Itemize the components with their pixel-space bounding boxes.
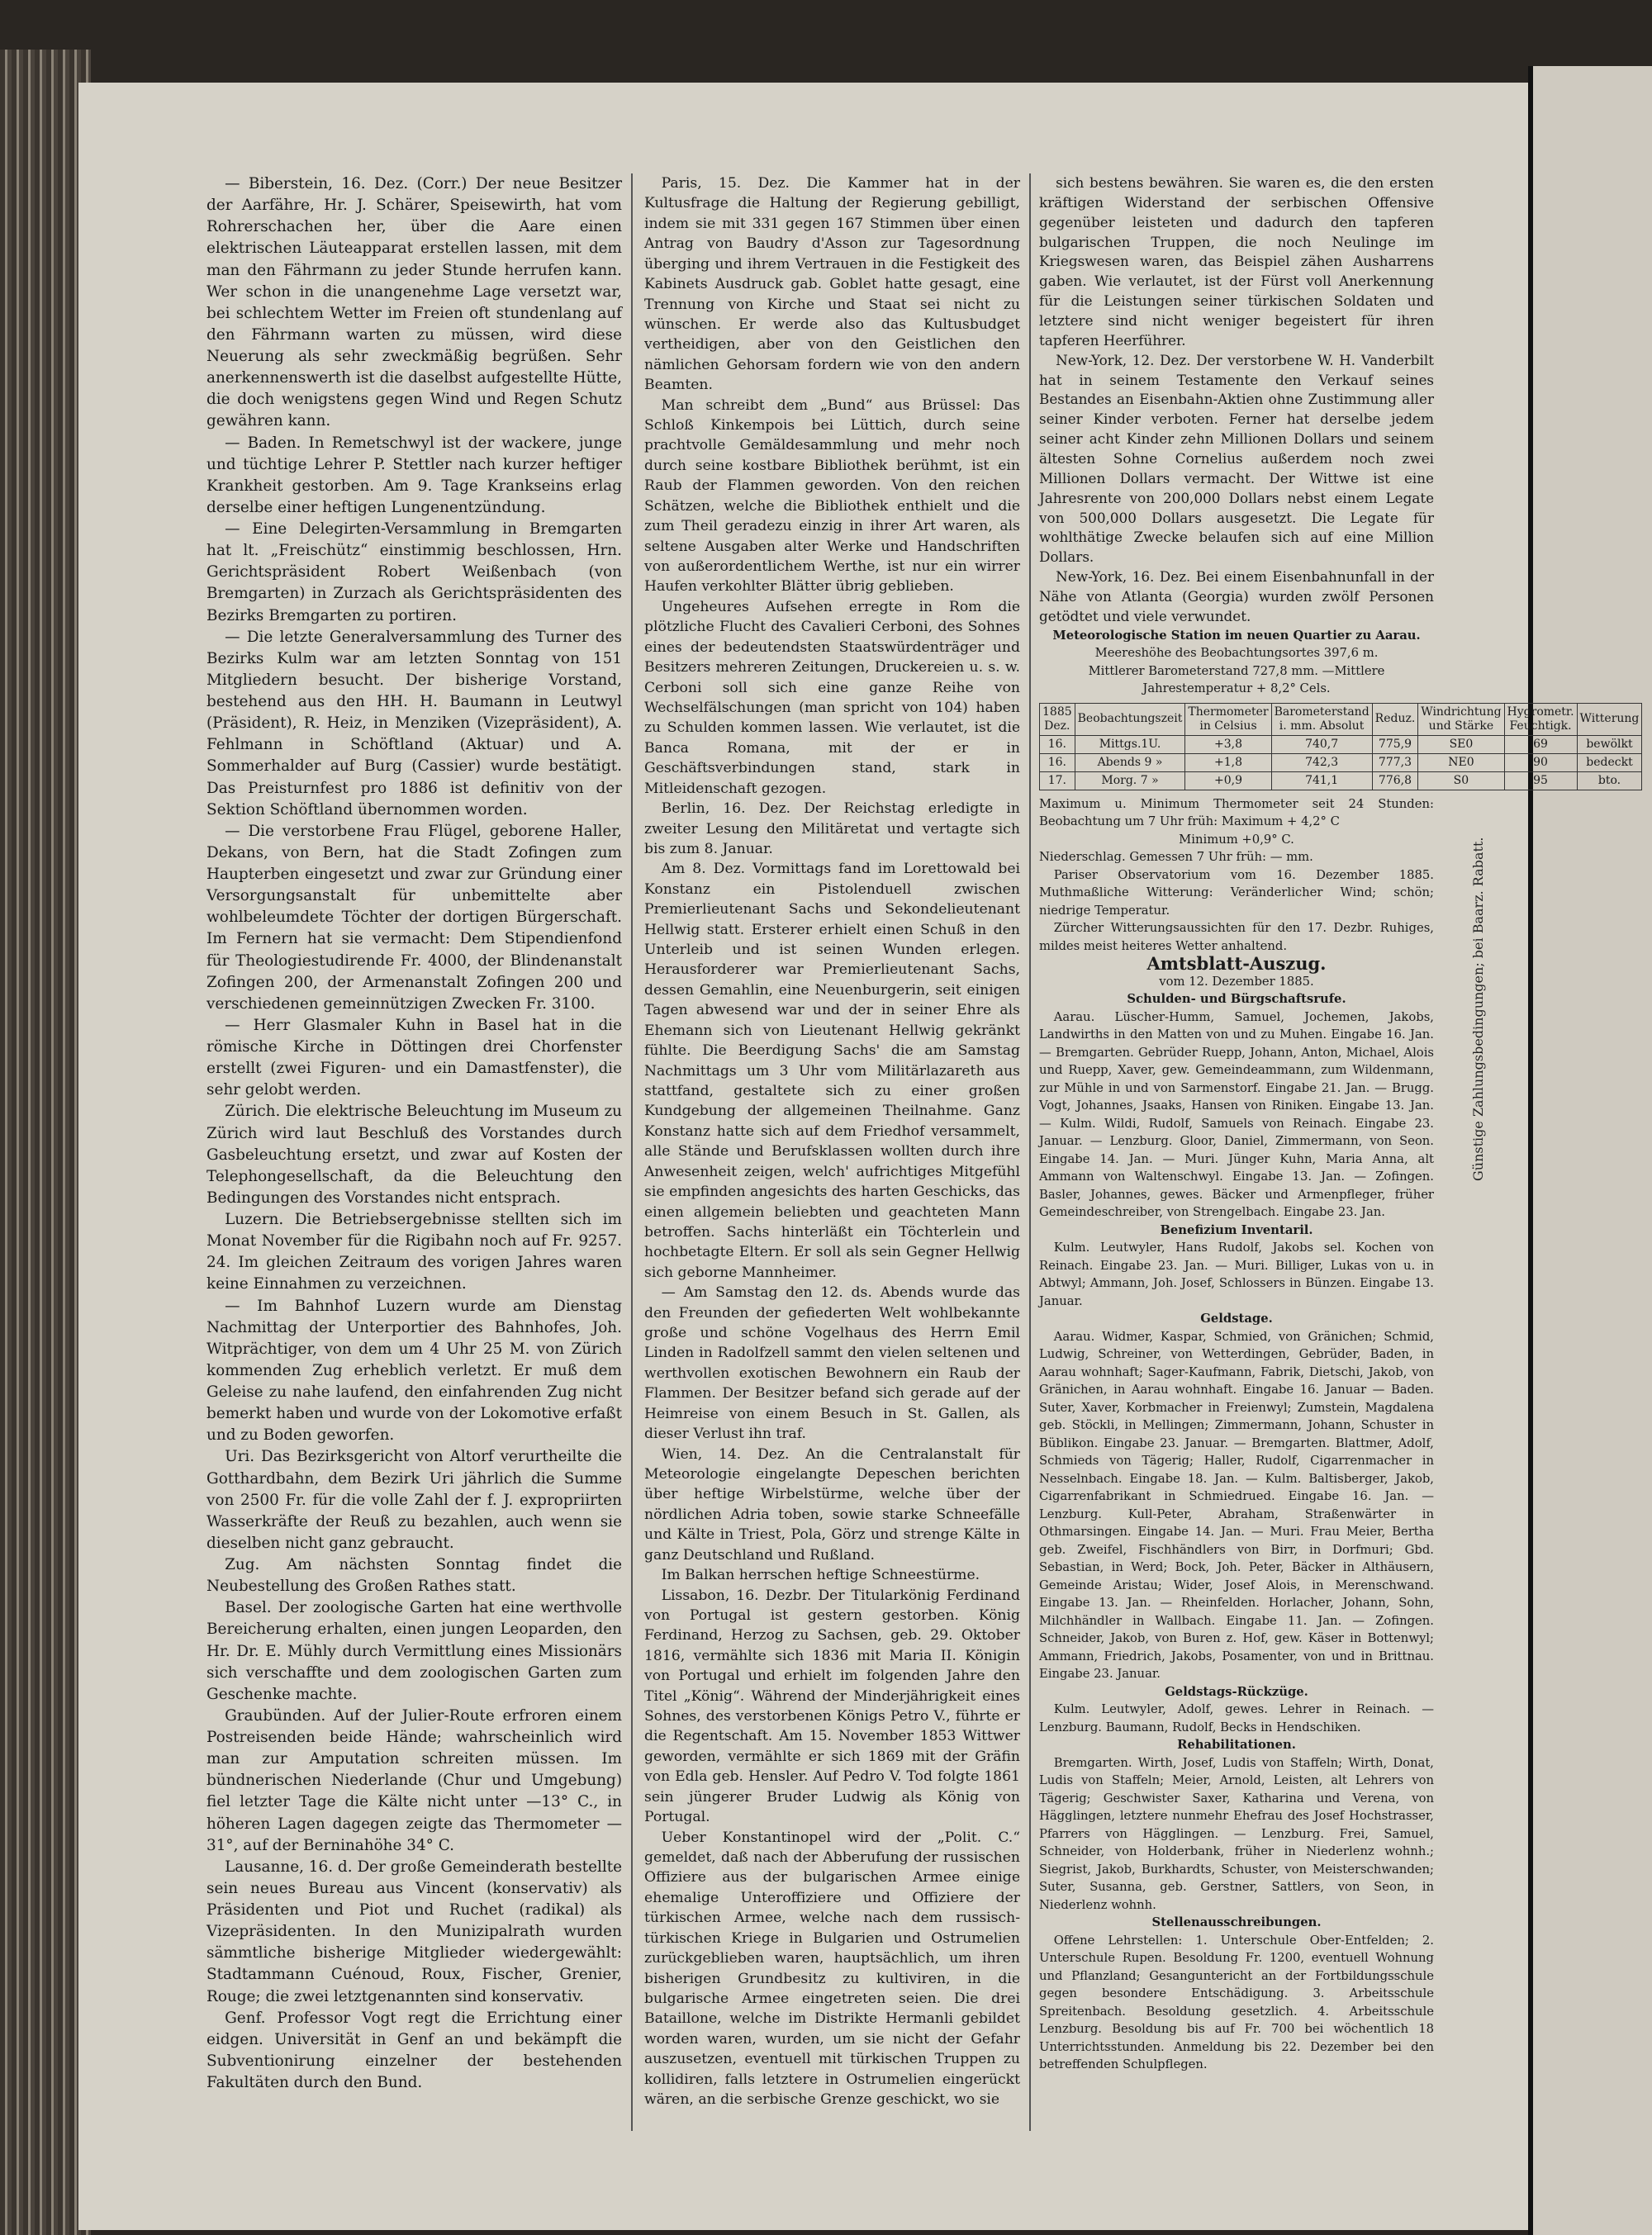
zurich-forecast: Zürcher Witterungsaussichten für den 17. Dezbr. Ruhiges, mildes meist heiteres Wetter anhaltend.	[1039, 921, 1434, 953]
table-header: Witterung	[1577, 703, 1642, 735]
article: New-York, 16. Dez. Bei einem Eisenbahnunfall in der Nähe von Atlanta (Georgia) wurden zwölf Personen getödtet und viele verwundet.	[1039, 568, 1434, 624]
table-cell: 777,3	[1372, 753, 1418, 771]
meteo-footer: Niederschlag. Gemessen 7 Uhr früh: — mm.	[1039, 850, 1313, 865]
article: Berlin, 16. Dez. Der Reichstag erledigte in zweiter Lesung den Militäretat und vertagte sich bis zum 8. Januar.	[644, 800, 1020, 857]
meteo-line: Mittlerer Barometerstand 727,8 mm. —Mittlere Jahrestemperatur + 8,2° Cels.	[1088, 663, 1385, 696]
table-header: Barometerstand i. mm. Absolut	[1271, 703, 1372, 735]
article: Zug. Am nächsten Sonntag findet die Neubestellung des Großen Rathes statt.	[206, 1556, 622, 1596]
table-cell: 741,1	[1271, 771, 1372, 790]
section-title: Rehabilitationen.	[1177, 1738, 1296, 1753]
table-cell: bewölkt	[1577, 735, 1642, 753]
meteo-line: Meereshöhe des Beobachtungsortes 397,6 m.	[1094, 646, 1379, 661]
section-title: Stellenausschreibungen.	[1151, 1915, 1322, 1930]
table-cell: 16.	[1040, 735, 1075, 753]
table-cell: NE0	[1418, 753, 1504, 771]
table-cell: 90	[1504, 753, 1577, 771]
table-cell: Mittgs.1U.	[1075, 735, 1185, 753]
article: — Biberstein, 16. Dez. (Corr.) Der neue Besitzer der Aarfähre, Hr. J. Schärer, Speisewirth, hat vom Rohrerschachen her, über die Aare einen elektrischen Läuteapparat erstellen lassen, mit dem man den Fährmann zu jeder Stunde herrufen kann. Wer schon in die unangenehme Lage versetzt war, bei schlechtem Wetter im Freien oft stundenlang auf den Fährmann warten zu müssen, wird diese Neuerung als sehr zweckmäßig begrüßen. Sehr anerkennenswerth ist die daselbst aufgestellte Hütte, die doch wenigstens gegen Wind und Regen Schutz gewähren kann.	[206, 175, 622, 430]
article: Wien, 14. Dez. An die Centralanstalt für Meteorologie eingelangte Depeschen berichten über heftige Wirbelstürme, welche über der nördlichen Adria toben, sowie starke Schneefälle und Kälte in Triest, Pola, Görz und strenge Kälte in ganz Deutschland und Rußland.	[644, 1445, 1020, 1564]
article: Ungeheures Aufsehen erregte in Rom die plötzliche Flucht des Cavalieri Cerboni, des Sohnes eines der bedeutendsten Staatswürdenträger und Besitzers mehreren Zeitungen, Druckereien u. s. w. Cerboni soll sich eine ganze Reihe von Wechselfälschungen (man spricht von 104) haben zu Schulden kommen lassen. Wie verlautet, ist die Banca Romana, mit der er in Geschäftsverbindungen stand, stark in Mitleidenschaft gezogen.	[644, 598, 1020, 797]
article: Zürich. Die elektrische Beleuchtung im Museum zu Zürich wird laut Beschluß des Vorstandes durch Gasbeleuchtung ersetzt, und zwar auf Kosten der Telephongesellschaft, da die Beleuchtung den Bedingungen des Vorstandes nicht entsprach.	[206, 1103, 622, 1207]
article: — Die verstorbene Frau Flügel, geborene Haller, Dekans, von Bern, hat die Stadt Zofingen zum Haupterben eingesetzt und zwar zur Gründung einer Versorgungsanstalt für unbemittelte aber wohlbeleumdete Töchter der dortigen Bürgerschaft. Im Fernern hat sie vermacht: Dem Stipendienfond für Theologiestudirende Fr. 4000, der Blindenanstalt Zofingen 200, der Armenanstalt Zofingen 200 und verschiedenen gemeinnützigen Zwecken Fr. 3100.	[206, 822, 622, 1013]
table-cell: 740,7	[1271, 735, 1372, 753]
section-text: Kulm. Leutwyler, Hans Rudolf, Jakobs sel. Kochen von Reinach. Eingabe 23. Jan. — Muri. Billiger, Lukas von u. in Abtwyl; Ammann, Joh. Josef, Schlossers in Bünzen. Eingabe 13. Januar.	[1039, 1241, 1434, 1308]
table-header: Hygrometr. Feuchtigk.	[1504, 703, 1577, 735]
table-cell: S0	[1418, 771, 1504, 790]
table-cell: 776,8	[1372, 771, 1418, 790]
article: Man schreibt dem „Bund“ aus Brüssel: Das Schloß Kinkempois bei Lüttich, durch seine prachtvolle Gemäldesammlung und mehr noch durch seine kostbare Bibliothek berühmt, ist ein Raub der Flammen geworden. Von den reichen Schätzen, welche die Bibliothek enthielt und die zum Theil geradezu einzig in ihrer Art waren, als seltene Ausgaben alter Werke und Handschriften von außerordentlichem Werthe, ist nur ein wirrer Haufen verkohlter Blätter übrig geblieben.	[644, 396, 1020, 596]
article: — Eine Delegirten-Versammlung in Bremgarten hat lt. „Freischütz“ einstimmig beschlossen, Hrn. Gerichtspräsident Robert Weißenbach (von Bremgarten) in Zurzach als Gerichtspräsidenten des Bezirks Bremgarten zu portiren.	[206, 520, 622, 624]
section-title: Geldstage.	[1200, 1312, 1273, 1326]
table-cell: 775,9	[1372, 735, 1418, 753]
section-title: Geldstags-Rückzüge.	[1165, 1684, 1308, 1699]
article: Uri. Das Bezirksgericht von Altorf verurtheilte die Gotthardbahn, dem Bezirk Uri jährlich die Summe von 2500 Fr. für die volle Zahl der f. J. expropriirten Wasserkräfte der Reuß zu bezahlen, auch wenn sie dieselben nicht ganz gebraucht.	[206, 1448, 622, 1552]
table-row	[1040, 735, 1642, 753]
section-text: Aarau. Widmer, Kaspar, Schmied, von Gränichen; Schmid, Ludwig, Schreiner, von Wetterdingen, Gebrüder, Baden, in Aarau wohnhaft; Sager-Kaufmann, Fabrik, Dietschi, Jakob, von Gränichen, in Aarau wohnhaft. Eingabe 16. Januar — Baden. Suter, Xaver, Korbmacher in Freienwyl; Zumstein, Magdalena geb. Stöckli, in Mellingen; Zimmermann, Johann, Schuster in Büblikon. Eingabe 23. Januar. — Bremgarten. Blattmer, Adolf, Schmieds von Tägerig; Haller, Rudolf, Cigarrenmacher in Nesselnbach. Eingabe 18. Jan. — Kulm. Baltisberger, Jakob, Cigarrenfabrikant in Schmiedrued. Eingabe 16. Jan. — Lenzburg. Kull-Peter, Abraham, Straßenwärter in Othmarsingen. Eingabe 14. Jan. — Muri. Frau Meier, Bertha geb. Zweifel, Fischhändlers von Birr, in Dorfmuri; Gbd. Sebastian, in Werd; Bock, Joh. Peter, Bäcker in Althäusern, Gemeinde Aristau; Wider, Josef Alois, in Merenschwand. Eingabe 13. Jan. — Rheinfelden. Horlacher, Johann, Sohn, Milchhändler in Wallbach. Eingabe 11. Jan. — Zofingen. Schneider, Jakob, von Buren z. Hof, gew. Käser in Bottenwyl; Ammann, Friedrich, Jakobs, Posamenter, von und in Brittnau. Eingabe 23. Januar.	[1039, 1329, 1434, 1682]
table-row	[1040, 753, 1642, 771]
table-header: Beobachtungszeit	[1075, 703, 1185, 735]
article: — Am Samstag den 12. ds. Abends wurde das den Freunden der gefiederten Welt wohlbekannte große und schöne Vogelhaus des Herrn Emil Linden in Radolfzell sammt den vielen seltenen und werthvollen exotischen Bewohnern ein Raub der Flammen. Der Besitzer befand sich gerade auf der Heimreise von einem Besuch in St. Gallen, als dieser Verlust ihn traf.	[644, 1284, 1020, 1443]
column-2	[644, 173, 1020, 2110]
article: sich bestens bewähren. Sie waren es, die den ersten kräftigen Widerstand der serbischen Offensive gegenüber leisteten und dadurch den tapferen bulgarischen Truppen, die noch Neulinge im Kriegswesen waren, das Beispiel zähen Ausharrens gaben. Wie verlautet, ist der Fürst voll Anerkennung für die Leistungen seiner türkischen Soldaten und letztere sind nicht weniger begeistert für ihren tapferen Heerführer.	[1039, 174, 1434, 349]
article: Genf. Professor Vogt regt die Errichtung einer eidgen. Universität in Genf an und bekämpft die Subventionirung einzelner der bestehenden Fakultäten durch den Bund.	[206, 2009, 622, 2091]
table-cell: 16.	[1040, 753, 1075, 771]
table-cell: 69	[1504, 735, 1577, 753]
article: Paris, 15. Dez. Die Kammer hat in der Kultusfrage die Haltung der Regierung gebilligt, indem sie mit 331 gegen 167 Stimmen über einen Antrag von Baudry d'Asson zur Tagesordnung überging und ihrem Vertrauen in die Festigkeit des Kabinets Ausdruck gab. Goblet hatte gesagt, eine Trennung von Kirche und Staat sei nicht zu wünschen. Er werde also das Kultusbudget vertheidigen, aber von den Geistlichen den nämlichen Gehorsam fordern wie von den andern Beamten.	[644, 175, 1020, 394]
amtsblatt-date: vom 12. Dezember 1885.	[1159, 974, 1314, 989]
section-title: Benefizium Inventaril.	[1160, 1222, 1313, 1237]
article: — Baden. In Remetschwyl ist der wackere, junge und tüchtige Lehrer P. Stettler nach kurzer heftiger Krankheit gestorben. Am 9. Tage Krankseins erlag derselbe einer heftigen Lungenentzündung.	[206, 434, 622, 516]
table-header: Windrichtung und Stärke	[1418, 703, 1504, 735]
article: — Im Bahnhof Luzern wurde am Dienstag Nachmittag der Unterportier des Bahnhofes, Joh. Witprächtiger, von dem um 4 Uhr 25 M. von Zürich kommenden Zug erheblich verletzt. Er muß dem Geleise zu nahe laufend, den einfahrenden Zug nicht bemerkt haben und wurde von der Lokomotive erfaßt und zu Boden geworfen.	[206, 1297, 622, 1445]
article: Luzern. Die Betriebsergebnisse stellten sich im Monat November für die Rigibahn noch auf Fr. 9257. 24. Im gleichen Zeitraum des vorigen Jahres waren keine Einnahmen zu verzeichnen.	[206, 1211, 622, 1293]
book-spine	[0, 50, 91, 2235]
adjacent-page-edge	[1528, 66, 1652, 2235]
amtsblatt-title: Amtsblatt-Auszug.	[1146, 953, 1327, 975]
column-1	[206, 173, 622, 2094]
column-rule-2	[1029, 173, 1031, 2131]
table-header-row	[1040, 703, 1642, 735]
table-header: 1885 Dez.	[1040, 703, 1075, 735]
section-text: Aarau. Lüscher-Humm, Samuel, Jochemen, Jakobs, Landwirths in den Matten von und zu Muhen. Eingabe 16. Jan. — Bremgarten. Gebrüder Ruepp, Johann, Anton, Michael, Alois und Ruepp, Xaver, gew. Gemeindeammann, zum Wildenmann, zur Mühle in und von Sarmenstorf. Eingabe 21. Jan. — Brugg. Vogt, Johannes, Jsaaks, Hansen von Riniken. Eingabe 13. Jan. — Kulm. Wildi, Rudolf, Samuels von Reinach. Eingabe 23. Januar. — Lenzburg. Gloor, Daniel, Zimmermann, von Seon. Eingabe 14. Jan. — Muri. Jünger Kuhn, Maria Anna, alt Ammann von Waltenschwyl. Eingabe 13. Jan. — Zofingen. Basler, Johannes, gewes. Bäcker und Armenpfleger, früher Gemeindeschreiber, von Strengelbach. Eingabe 23. Jan.	[1039, 1009, 1434, 1220]
article: — Herr Glasmaler Kuhn in Basel hat in die römische Kirche in Döttingen drei Chorfenster erstellt (zwei Figuren- und ein Damastfenster), die sehr gelobt werden.	[206, 1016, 622, 1099]
section-text: Kulm. Leutwyler, Adolf, gewes. Lehrer in Reinach. — Lenzburg. Baumann, Rudolf, Becks in Hendschiken.	[1039, 1702, 1434, 1734]
article: Ueber Konstantinopel wird der „Polit. C.“ gemeldet, daß nach der Abberufung der russischen Offiziere aus der bulgarischen Armee einige ehemalige Unteroffiziere und Offiziere der türkischen Armee, welche nach dem russisch-türkischen Kriege in Bulgarien und Ostrumelien zurückgeblieben waren, hauptsächlich, um ihren bisherigen Grundbesitz zu kultiviren, in die bulgarische Armee eingetreten seien. Die drei Bataillone, welche im Distrikte Hermanli gebildet worden waren, wurden, um sie nicht der Gefahr auszusetzen, eventuell mit türkischen Truppen zu kollidiren, falls letztere in Ostrumelien eingerückt wären, an die serbische Grenze geschickt, wo sie	[644, 1829, 1020, 2109]
paris-observatory: Pariser Observatorium vom 16. Dezember 1885. Muthmaßliche Witterung: Veränderlicher Wind; schön; niedrige Temperatur.	[1039, 867, 1434, 918]
table-header: Thermometer in Celsius	[1185, 703, 1271, 735]
table-cell: Abends 9 »	[1075, 753, 1185, 771]
article: Lissabon, 16. Dezbr. Der Titularkönig Ferdinand von Portugal ist gestern gestorben. König Ferdinand, Herzog zu Sachsen, geb. 29. Oktober 1816, vermählte sich 1836 mit Maria II. Königin von Portugal und erhielt im folgenden Jahre den Titel „König“. Während der Minderjährigkeit eines Sohnes, des verstorbenen Königs Petro V., führte er die Regentschaft. Am 15. November 1853 Wittwer geworden, vermählte er sich 1869 mit der Gräfin von Edla geb. Hensler. Auf Pedro V. Tod folgte 1861 sein jüngerer Bruder Ludwig als König von Portugal.	[644, 1587, 1020, 1826]
table-cell: Morg. 7 »	[1075, 771, 1185, 790]
meteo-title: Meteorologische Station im neuen Quartier zu Aarau.	[1052, 628, 1421, 643]
table-cell: 95	[1504, 771, 1577, 790]
table-row	[1040, 771, 1642, 790]
article: Lausanne, 16. d. Der große Gemeinderath bestellte sein neues Bureau aus Vincent (konservativ) als Präsidenten und Piot und Ruchet (radikal) als Vizepräsidenten. In den Munizipalrath wurden sämmtliche bisherige Mitglieder wiedergewählt: Stadtammann Cuénoud, Roux, Fischer, Grenier, Rouge; die zwei letztgenannten sind konservativ.	[206, 1858, 622, 2005]
meteo-table	[1039, 703, 1642, 790]
table-cell: +1,8	[1185, 753, 1271, 771]
section-text: Offene Lehrstellen: 1. Unterschule Ober-Entfelden; 2. Unterschule Rupen. Besoldung Fr. 1200, eventuell Wohnung und Pflanzland; Gesanguntericht an der Fortbildungsschule gegen besondere Entschädigung. 3. Arbeitsschule Spreitenbach. Besoldung gesetzlich. 4. Arbeitsschule Lenzburg. Besoldung bis auf Fr. 700 bei wöchentlich 18 Unterrichtsstunden. Anmeldung bis 22. Dezember bei den betreffenden Schulpflegen.	[1039, 1933, 1434, 2072]
table-cell: SE0	[1418, 735, 1504, 753]
table-header: Reduz.	[1372, 703, 1418, 735]
section-text: Bremgarten. Wirth, Josef, Ludis von Staffeln; Wirth, Donat, Ludis von Staffeln; Meier, Arnold, Leisten, alt Lehrers von Tägerig; Geschwister Saxer, Katharina und Verena, von Hägglingen, letztere nunmehr Ehefrau des Josef Hochstrasser, Pfarrers von Hägglingen. — Lenzburg. Frei, Samuel, Schneider, von Holderbank, früher in Niederlenz wohnh.; Siegrist, Jakob, Burkhardts, Schuster, von Meisterschwanden; Suter, Susanna, geb. Gerstner, Sattlers, von Seon, in Niederlenz wohnh.	[1039, 1755, 1434, 1912]
table-cell: 17.	[1040, 771, 1075, 790]
margin-vertical-text: Günstige Zahlungsbedingungen; bei Baarz. Rabatt.	[1470, 837, 1486, 1181]
meteo-footer: Maximum u. Minimum Thermometer seit 24 Stunden: Beobachtung um 7 Uhr früh: Maximum + 4,2° C	[1039, 796, 1434, 829]
article: Am 8. Dez. Vormittags fand im Lorettowald bei Konstanz ein Pistolenduell zwischen Premierlieutenant Sachs und Sekondelieutenant Hellwig statt. Ersterer erhielt einen Schuß in den Unterleib und ist seinen Wunden erlegen. Herausforderer war Premierlieutenant Sachs, dessen Gemahlin, eine Neuenburgerin, seit einigen Tagen abwesend war und der in seiner Ehre als Ehemann sich von Lieutenant Hellwig gekränkt fühlte. Die Beerdigung Sachs' die am Samstag Nachmittags um 3 Uhr vom Militärlazareth aus stattfand, gestaltete sich zu einer großen Kundgebung der allgemeinen Theilnahme. Ganz Konstanz hatte sich auf dem Friedhof versammelt, alle Stände und Berufsklassen wollten durch ihre Anwesenheit zeigen, welch' aufrichtiges Mitgefühl sie empfinden angesichts des harten Geschicks, das einen allgemein beliebten und geachteten Mann betroffen. Sachs hinterläßt ein Töchterlein und hochbetagte Eltern. Er soll als sein Gegner Hellwig sich geborne Mannheimer.	[644, 861, 1020, 1281]
meteo-footer: Minimum +0,9° C.	[1179, 832, 1294, 847]
section-title: Schulden- und Bürgschaftsrufe.	[1127, 992, 1346, 1007]
table-cell: bedeckt	[1577, 753, 1642, 771]
table-cell: bto.	[1577, 771, 1642, 790]
table-cell: +0,9	[1185, 771, 1271, 790]
article: — Die letzte Generalversammlung des Turner des Bezirks Kulm war am letzten Sonntag von 151 Mitgliedern besucht. Der bisherige Vorstand, bestehend aus den HH. H. Baumann in Leutwyl (Präsident), R. Heiz, in Menziken (Vizepräsident), A. Fehlmann in Schöftland (Aktuar) und A. Sommerhalder auf Burg (Cassier) wurde bestätigt. Das Preisturnfest pro 1886 ist definitiv von der Sektion Schöftland übernommen worden.	[206, 628, 622, 819]
table-cell: 742,3	[1271, 753, 1372, 771]
column-rule-1	[631, 173, 633, 2131]
article: Graubünden. Auf der Julier-Route erfroren einem Postreisenden beide Hände; wahrscheinlich wird man zur Amputation schreiten müssen. Im bündnerischen Niederlande (Chur und Umgebung) fiel letzter Tage die Kälte nicht unter —13° C., in höheren Lagen dagegen zeigte das Thermometer —31°, auf der Berninahöhe 34° C.	[206, 1706, 622, 1854]
article: Basel. Der zoologische Garten hat eine werthvolle Bereicherung erhalten, einen jungen Leoparden, den Hr. Dr. E. Mühly durch Vermittlung eines Missionärs sich verschaffte und dem zoologischen Garten zum Geschenke machte.	[206, 1599, 622, 1703]
article: Im Balkan herrschen heftige Schneestürme.	[661, 1567, 980, 1584]
article: New-York, 12. Dez. Der verstorbene W. H. Vanderbilt hat in seinem Testamente den Verkauf seines Bestandes an Eisenbahn-Aktien ohne Zustimmung aller seiner Kinder verboten. Ferner hat derselbe jedem seiner acht Kinder zehn Millionen Dollars und seinem ältesten Sohne Cornelius außerdem noch zwei Millionen Dollars vermacht. Der Wittwe ist eine Jahresrente von 200,000 Dollars nebst einem Legate von 500,000 Dollars ausgesetzt. Die Legate für wohlthätige Zwecke belaufen sich auf eine Million Dollars.	[1039, 351, 1434, 566]
table-cell: +3,8	[1185, 735, 1271, 753]
